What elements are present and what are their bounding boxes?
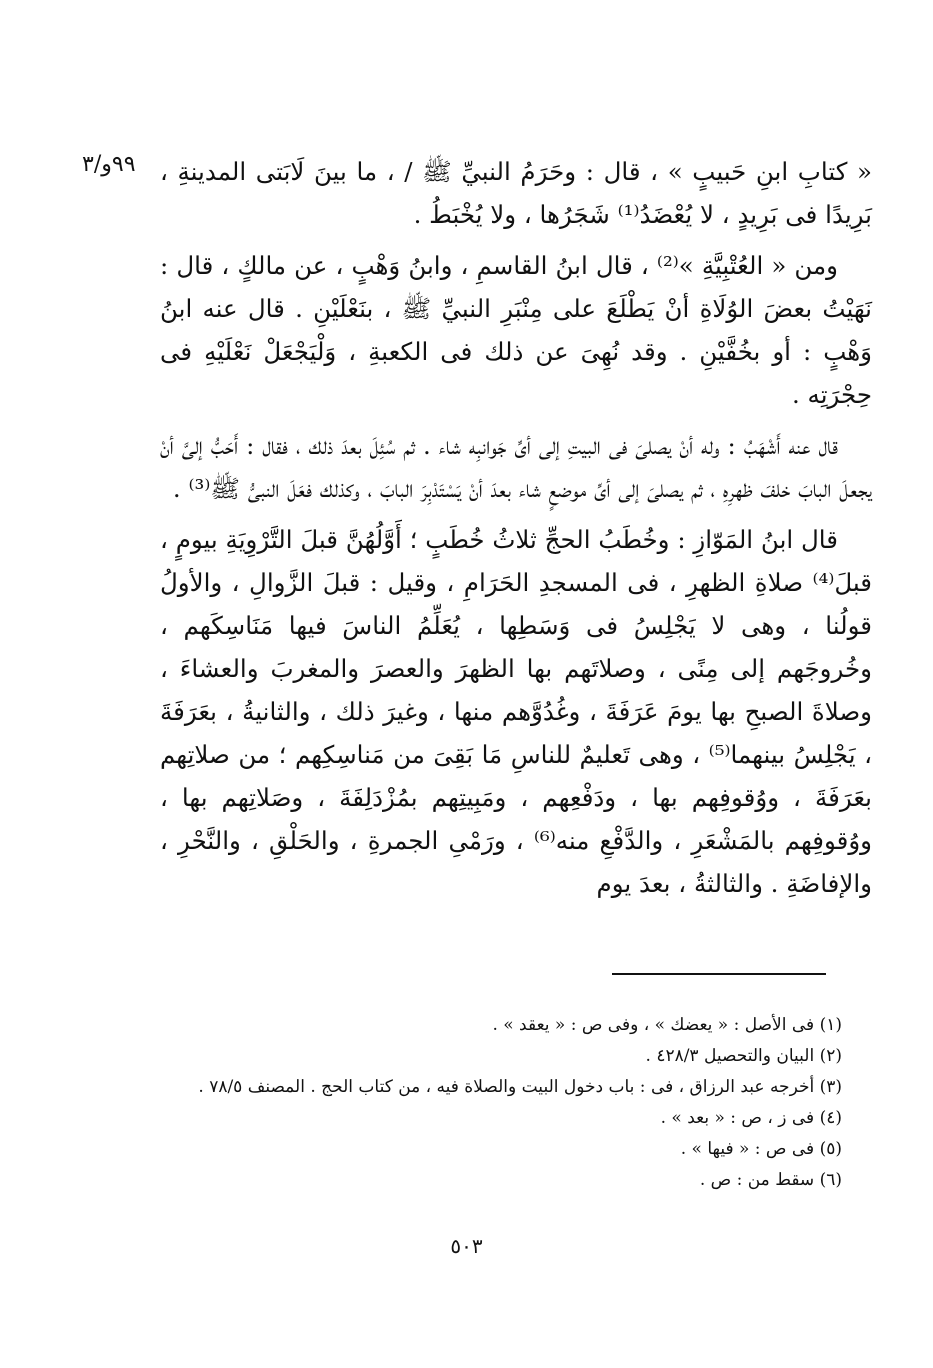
paragraph-1: « كتابِ ابنِ حَبيبٍ » ، قال : وحَرَمُ النبيِّ ﷺ / ، ما بينَ لَابَتى المدينةِ ، بَرِيدًا فى بَرِيدٍ ، لا يُعْضَدُ⁽¹⁾ شَجَرُها ، ولا يُخْبَطُ . (160, 157, 872, 229)
footnote-1: (١) فى الأصل : « يعضك » ، وفى ص : « يعقد » . (492, 1015, 842, 1035)
main-text (160, 150, 872, 913)
footnote-2: (٢) البيان والتحصيل ٤٢٨/٣ . (645, 1046, 842, 1066)
paragraph-3: قال عنه أَشْهَبُ : وله أنْ يصلىَ فى البيتِ إلى أىِّ جَوانبِه شاء . ثم سُئِلَ بعدَ ذلك ، فقال : أَحَبُّ إلىَّ أنْ يجعلَ البابَ خلفَ ظهرِهِ ، ثم يصلىَ إلى أىِّ موضعٍ شاء بعدَ أنْ يَسْتَدْبِرَ البابَ ، وكذلك فعَلَ النبىُّ ﷺ⁽³⁾ . (160, 431, 872, 503)
page-number: ٥٠٣ (450, 1234, 483, 1258)
footnote-5: (٥) فى ص : « فيها » . (680, 1139, 842, 1159)
footnotes (160, 1010, 842, 1196)
footnote-3: (٣) أخرجه عبد الرزاق ، فى : باب دخول البيت والصلاة فيه ، من كتاب الحج . المصنف ٧٨/٥ . (198, 1077, 842, 1097)
paragraph-2: ومن « العُتْبِيَّةِ »⁽²⁾ ، قال ابنُ القاسمِ ، وابنُ وَهْبٍ ، عن مالكٍ ، قال : نَهَيْتُ بعضَ الوُلَاةِ أنْ يَطْلَعَ على مِنْبَرِ النبيِّ ﷺ ، بنَعْلَيْنِ . قال عنه ابنُ وَهْبٍ : أو بخُفَّيْنِ . وقد نُهِىَ عن ذلك فى الكعبةِ ، وَلْيَجْعَلْ نَعْلَيْهِ فى حِجْرَتِه . (160, 251, 872, 409)
paragraph-4: قال ابنُ المَوّازِ : وخُطَبُ الحجِّ ثلاثُ خُطَبٍ ؛ أَوَّلُهُنَّ قبلَ التَّرْوِيَةِ بيومٍ ، قبلَ⁽⁴⁾ صلاةِ الظهرِ ، فى المسجدِ الحَرَامِ ، وقيل : قبلَ الزَّوالِ ، والأولُ قولُنا ، وهى لا يَجْلِسُ فى وَسَطِها ، يُعَلِّمُ الناسَ فيها مَنَاسِكَهم ، وخُروجَهم إلى مِنًى ، وصلاتَهم بها الظهرَ والعصرَ والمغربَ والعشاءَ ، وصلاةَ الصبحِ بها يومَ عَرَفَةَ ، وغُدُوَّهم منها ، وغيرَ ذلك ، والثانيةُ ، بعَرَفَةَ ، يَجْلِسُ بينهما⁽⁵⁾ ، وهى تَعليمٌ للناسِ مَا بَقِىَ من مَناسِكِهم ؛ من صلاتِهم بعَرَفَةَ ، ووُقوفِهم بها ، ودَفْعِهم ، ومَبِيتِهم بمُزْدَلِفَةَ ، وصَلاتِهم بها ، ووُقوفِهم بالمَشْعَرِ ، والدَّفْعِ منه⁽⁶⁾ ، ورَمْىِ الجمرةِ ، والحَلْقِ ، والنَّحْرِ ، والإفاضَةِ . والثالثةُ ، بعدَ يوم (160, 525, 872, 898)
footnote-6: (٦) سقط من : ص . (699, 1170, 842, 1190)
footnote-separator (612, 973, 826, 975)
margin-folio-note: ٩٩و/٣ (82, 152, 136, 177)
footnote-4: (٤) فى ز ، ص : « بعد » . (660, 1108, 842, 1128)
